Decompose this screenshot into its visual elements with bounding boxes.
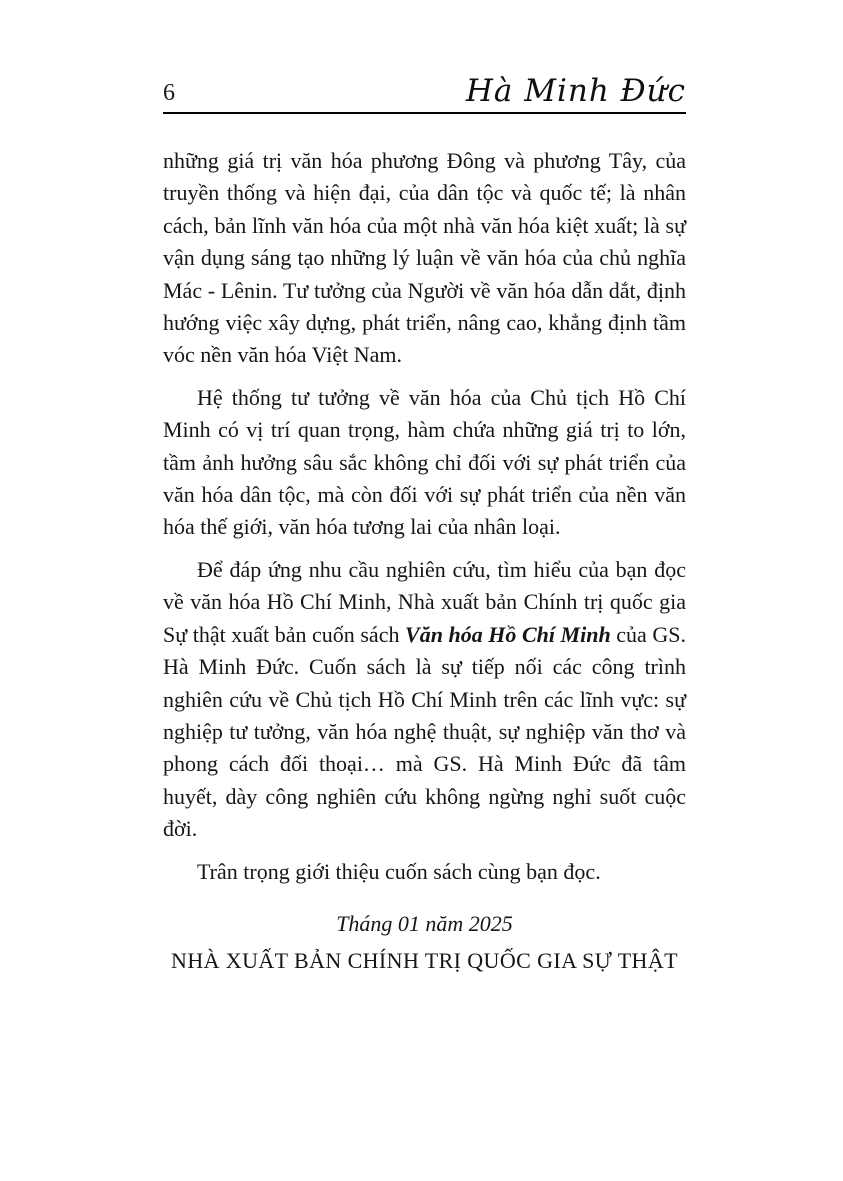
paragraph-de-dap-ung (163, 554, 686, 846)
page-number: 6 (163, 80, 175, 106)
paragraph-he-thong: Hệ thống tư tưởng về văn hóa của Chủ tịch Hồ Chí Minh có vị trí quan trọng, hàm chứa những giá trị to lớn, tầm ảnh hưởng sâu sắc không chỉ đối với sự phát triển của văn hóa dân tộc, mà còn đối với sự phát triển của nền văn hóa thế giới, văn hóa tương lai của nhân loại. (163, 384, 686, 540)
paragraph-continuation: những giá trị văn hóa phương Đông và phương Tây, của truyền thống và hiện đại, của dân tộc và quốc tế; là nhân cách, bản lĩnh văn hóa của một nhà văn hóa kiệt xuất; là sự vận dụng sáng tạo những lý luận về văn hóa của chủ nghĩa Mác - Lênin. Tư tưởng của Người về văn hóa dẫn dắt, định hướng việc xây dựng, phát triển, nâng cao, khẳng định tầm vóc nền văn hóa Việt Nam. (163, 148, 686, 368)
paragraph-text-after-title: của GS. Hà Minh Đức. Cuốn sách là sự tiếp nối các công trình nghiên cứu về Chủ tịch Hồ Chí Minh trên các lĩnh vực: sự nghiệp tư tưởng, văn hóa nghệ thuật, sự nghiệp văn thơ và phong cách đối thoại… mà GS. Hà Minh Đức đã tâm huyết, dày công nghiên cứu không ngừng nghỉ suốt cuộc đời. (163, 621, 686, 842)
running-head-author: Hà Minh Đức (465, 73, 686, 109)
book-title: Văn hóa Hồ Chí Minh (405, 621, 611, 647)
date-line: Tháng 01 năm 2025 (336, 910, 513, 936)
paragraph-text-before-title: Để đáp ứng nhu cầu nghiên cứu, tìm hiểu của bạn đọc về văn hóa Hồ Chí Minh, Nhà xuất bản Chính trị quốc gia Sự thật xuất bản cuốn sách (163, 556, 686, 647)
page-body (163, 145, 686, 888)
paragraph-closing: Trân trọng giới thiệu cuốn sách cùng bạn đọc. (197, 858, 601, 884)
page-footer (163, 909, 686, 976)
publisher-line: NHÀ XUẤT BẢN CHÍNH TRỊ QUỐC GIA SỰ THẬT (171, 947, 678, 973)
page-header (163, 73, 686, 109)
header-rule (163, 112, 686, 114)
